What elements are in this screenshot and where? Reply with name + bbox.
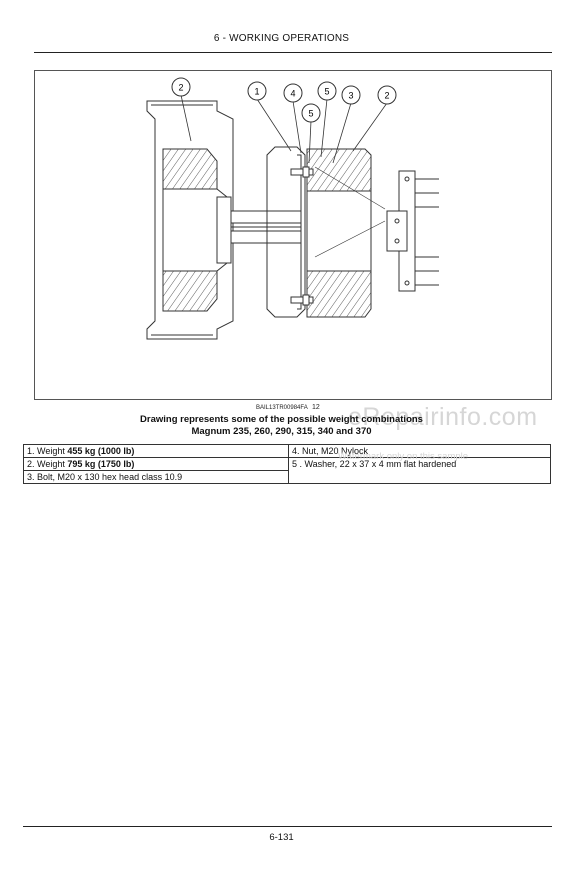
- figure-number: 12: [312, 404, 320, 411]
- drawing-code: BAIL13TR00984FA: [256, 405, 308, 411]
- svg-text:1: 1: [254, 86, 260, 97]
- caption-line-1: Drawing represents some of the possible weight combinations: [140, 414, 423, 425]
- part-4-cell: 4. Nut, M20 Nylock: [289, 445, 551, 458]
- parts-table: [23, 444, 551, 484]
- table-row: [24, 458, 551, 471]
- header-rule: [34, 52, 552, 53]
- svg-text:5: 5: [308, 108, 314, 119]
- part-weight: 795 kg (1750 lb): [67, 459, 135, 469]
- footer-rule: [23, 826, 552, 827]
- callout-5-lower: [302, 104, 320, 122]
- svg-text:4: 4: [290, 88, 296, 99]
- part-1-cell: [24, 445, 289, 458]
- page-number: 6-131: [269, 832, 294, 843]
- caption-line-2: Magnum 235, 260, 290, 315, 340 and 370: [191, 426, 372, 437]
- section-header: 6 - WORKING OPERATIONS: [213, 33, 350, 44]
- part-weight: 455 kg (1000 lb): [67, 446, 135, 456]
- callout-2-right: [378, 86, 396, 104]
- right-weight-795kg: [307, 149, 385, 317]
- part-5-cell: 5 . Washer, 22 x 37 x 4 mm flat hardened: [289, 458, 551, 484]
- svg-text:2: 2: [178, 82, 184, 93]
- part-label: 2. Weight: [27, 459, 68, 469]
- table-row: [24, 445, 551, 458]
- part-label: 3. Bolt, M20 x 130 hex head class 10.9: [27, 472, 183, 482]
- axle-hub: [387, 171, 439, 291]
- watermark-note: Watermark only on this sample: [338, 451, 469, 462]
- callout-3: [342, 86, 360, 104]
- callout-4: [284, 84, 302, 102]
- callout-5-upper: [318, 82, 336, 100]
- part-2-cell: [24, 458, 289, 471]
- part-3-cell: [24, 471, 289, 484]
- svg-text:2: 2: [384, 90, 390, 101]
- svg-text:3: 3: [348, 90, 354, 101]
- callout-2-left: [172, 78, 190, 96]
- watermark-brand: eRepairinfo.com: [348, 403, 538, 431]
- left-weight-455kg: [163, 149, 231, 311]
- svg-text:5: 5: [324, 86, 330, 97]
- axle-shaft: [231, 211, 301, 243]
- callout-1: [248, 82, 266, 100]
- part-label: 1. Weight: [27, 446, 68, 456]
- wheel-weight-drawing: [34, 70, 552, 400]
